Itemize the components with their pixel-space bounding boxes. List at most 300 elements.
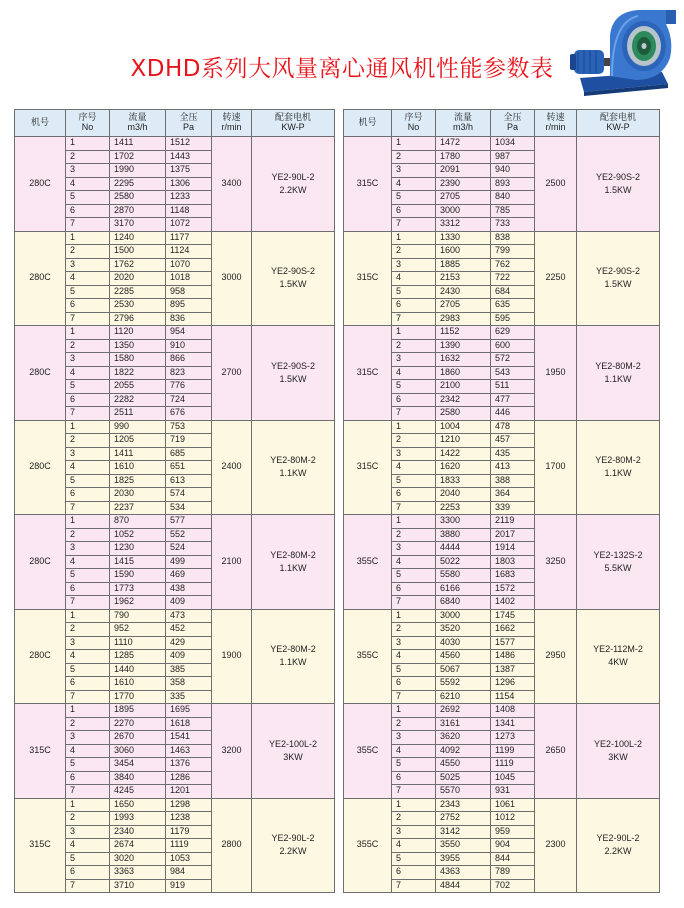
pressure-cell: 429: [166, 636, 212, 650]
row-no-cell: 6: [66, 582, 110, 596]
flow-cell: 1895: [110, 704, 166, 718]
row-no-cell: 6: [392, 299, 436, 313]
speed-cell: 3250: [535, 515, 577, 610]
row-no-cell: 7: [392, 501, 436, 515]
row-no-cell: 5: [66, 474, 110, 488]
row-no-cell: 2: [66, 812, 110, 826]
speed-cell: 2800: [212, 798, 252, 893]
table-row: [15, 420, 335, 434]
fan-group: [344, 231, 660, 326]
flow-cell: 1773: [110, 582, 166, 596]
row-no-cell: 6: [392, 582, 436, 596]
pressure-cell: 511: [491, 380, 535, 394]
model-cell: 280C: [15, 609, 66, 704]
pressure-cell: 954: [166, 326, 212, 340]
pressure-cell: 1298: [166, 798, 212, 812]
flow-cell: 4550: [436, 758, 491, 772]
pressure-cell: 1273: [491, 731, 535, 745]
motor-cell: [577, 420, 660, 515]
row-no-cell: 5: [392, 380, 436, 394]
motor-model: YE2-100L-2: [268, 738, 318, 749]
flow-cell: 5592: [436, 677, 491, 691]
header-motor: 配套电机 KW-P: [577, 110, 660, 137]
pressure-cell: 910: [166, 339, 212, 353]
table-row: [344, 798, 660, 812]
row-no-cell: 2: [66, 150, 110, 164]
motor-cell: [252, 326, 335, 421]
row-no-cell: 7: [66, 785, 110, 799]
row-no-cell: 6: [392, 677, 436, 691]
pressure-cell: 1572: [491, 582, 535, 596]
speed-cell: 1900: [212, 609, 252, 704]
flow-cell: 1440: [110, 663, 166, 677]
flow-cell: 1152: [436, 326, 491, 340]
page-title: XDHD系列大风量离心通风机性能参数表: [130, 56, 554, 82]
pressure-cell: 478: [491, 420, 535, 434]
motor-cell: [252, 798, 335, 893]
motor-model: YE2-90L-2: [271, 833, 315, 844]
pressure-cell: 823: [166, 366, 212, 380]
row-no-cell: 7: [392, 218, 436, 232]
fan-group: [344, 704, 660, 799]
model-cell: 280C: [15, 420, 66, 515]
flow-cell: 4444: [436, 542, 491, 556]
table-row: [344, 704, 660, 718]
flow-cell: 1205: [110, 434, 166, 448]
speed-cell: 3200: [212, 704, 252, 799]
motor-cell: [577, 704, 660, 799]
flow-cell: 3000: [436, 609, 491, 623]
flow-cell: 1600: [436, 245, 491, 259]
motor-cell: [577, 137, 660, 232]
motor-model: YE2-90L-2: [271, 171, 315, 182]
flow-cell: 2580: [110, 191, 166, 205]
flow-cell: 3161: [436, 717, 491, 731]
flow-cell: 2253: [436, 501, 491, 515]
speed-cell: 2950: [535, 609, 577, 704]
fan-group: [15, 515, 335, 610]
pressure-cell: 1914: [491, 542, 535, 556]
pressure-cell: 2119: [491, 515, 535, 529]
row-no-cell: 2: [392, 812, 436, 826]
flow-cell: 4030: [436, 636, 491, 650]
motor-model: YE2-90S-2: [595, 266, 641, 277]
pressure-cell: 1124: [166, 245, 212, 259]
speed-cell: 2700: [212, 326, 252, 421]
header-flow: 流量 m3/h: [110, 110, 166, 137]
row-no-cell: 7: [66, 690, 110, 704]
pressure-cell: 1119: [166, 839, 212, 853]
pressure-cell: 776: [166, 380, 212, 394]
row-no-cell: 3: [392, 258, 436, 272]
pressure-cell: 844: [491, 852, 535, 866]
flow-cell: 2282: [110, 393, 166, 407]
flow-cell: 790: [110, 609, 166, 623]
row-no-cell: 4: [66, 555, 110, 569]
pressure-cell: 1034: [491, 137, 535, 151]
row-no-cell: 1: [392, 231, 436, 245]
pressure-cell: 552: [166, 528, 212, 542]
pressure-cell: 358: [166, 677, 212, 691]
row-no-cell: 6: [66, 677, 110, 691]
pressure-cell: 2017: [491, 528, 535, 542]
flow-cell: 2674: [110, 839, 166, 853]
row-no-cell: 1: [392, 515, 436, 529]
pressure-cell: 893: [491, 177, 535, 191]
table-row: [15, 326, 335, 340]
row-no-cell: 4: [392, 272, 436, 286]
pressure-cell: 789: [491, 866, 535, 880]
flow-cell: 2343: [436, 798, 491, 812]
pressure-cell: 364: [491, 488, 535, 502]
motor-cell: [252, 515, 335, 610]
pressure-cell: 1018: [166, 272, 212, 286]
pressure-cell: 409: [166, 650, 212, 664]
row-no-cell: 1: [392, 137, 436, 151]
header-model: 机号: [344, 110, 392, 137]
pressure-cell: 987: [491, 150, 535, 164]
row-no-cell: 5: [392, 285, 436, 299]
flow-cell: 2100: [436, 380, 491, 394]
flow-cell: 870: [110, 515, 166, 529]
fan-group: [15, 420, 335, 515]
pressure-cell: 1463: [166, 744, 212, 758]
motor-model: YE2-90S-2: [270, 360, 316, 371]
pressure-cell: 1341: [491, 717, 535, 731]
flow-cell: 4560: [436, 650, 491, 664]
pressure-cell: 904: [491, 839, 535, 853]
flow-cell: 1285: [110, 650, 166, 664]
flow-cell: 2040: [436, 488, 491, 502]
motor-power: 4KW: [608, 657, 628, 668]
pressure-cell: 1402: [491, 596, 535, 610]
table-row: [344, 137, 660, 151]
flow-cell: 1472: [436, 137, 491, 151]
fan-group: [15, 231, 335, 326]
pressure-cell: 1201: [166, 785, 212, 799]
flow-cell: 3312: [436, 218, 491, 232]
model-cell: 355C: [344, 609, 392, 704]
pressure-cell: 388: [491, 474, 535, 488]
row-no-cell: 1: [66, 609, 110, 623]
speed-cell: 1950: [535, 326, 577, 421]
speed-cell: 1700: [535, 420, 577, 515]
flow-cell: 1770: [110, 690, 166, 704]
row-no-cell: 1: [66, 420, 110, 434]
flow-cell: 1120: [110, 326, 166, 340]
motor-cell: [577, 609, 660, 704]
row-no-cell: 2: [66, 434, 110, 448]
flow-cell: 2983: [436, 312, 491, 326]
pressure-cell: 785: [491, 204, 535, 218]
flow-cell: 3300: [436, 515, 491, 529]
flow-cell: 1702: [110, 150, 166, 164]
row-no-cell: 3: [66, 353, 110, 367]
pressure-cell: 1486: [491, 650, 535, 664]
row-no-cell: 2: [66, 717, 110, 731]
model-cell: 315C: [15, 704, 66, 799]
pressure-cell: 1803: [491, 555, 535, 569]
flow-cell: 1415: [110, 555, 166, 569]
fan-group: [15, 704, 335, 799]
fan-group: [344, 326, 660, 421]
flow-cell: 1833: [436, 474, 491, 488]
pressure-cell: 733: [491, 218, 535, 232]
motor-power: 1.1KW: [279, 657, 307, 668]
pressure-cell: 339: [491, 501, 535, 515]
flow-cell: 5025: [436, 771, 491, 785]
row-no-cell: 7: [66, 312, 110, 326]
flow-cell: 2020: [110, 272, 166, 286]
row-no-cell: 5: [66, 758, 110, 772]
flow-cell: 3170: [110, 218, 166, 232]
row-no-cell: 2: [392, 150, 436, 164]
pressure-cell: 1387: [491, 663, 535, 677]
row-no-cell: 5: [66, 285, 110, 299]
flow-cell: 2285: [110, 285, 166, 299]
table-row: [15, 704, 335, 718]
row-no-cell: 6: [66, 771, 110, 785]
row-no-cell: 2: [392, 339, 436, 353]
pressure-cell: 413: [491, 461, 535, 475]
row-no-cell: 4: [66, 461, 110, 475]
row-no-cell: 3: [392, 353, 436, 367]
header-pressure: 全压 Pa: [491, 110, 535, 137]
pressure-cell: 958: [166, 285, 212, 299]
flow-cell: 6166: [436, 582, 491, 596]
pressure-cell: 940: [491, 164, 535, 178]
row-no-cell: 3: [392, 542, 436, 556]
pressure-cell: 635: [491, 299, 535, 313]
row-no-cell: 5: [392, 191, 436, 205]
table-row: [344, 420, 660, 434]
row-no-cell: 7: [66, 407, 110, 421]
flow-cell: 2237: [110, 501, 166, 515]
pressure-cell: 452: [166, 623, 212, 637]
row-no-cell: 3: [66, 636, 110, 650]
pressure-cell: 1233: [166, 191, 212, 205]
row-no-cell: 3: [392, 164, 436, 178]
header-no: 序号 No: [66, 110, 110, 137]
table-row: [344, 609, 660, 623]
motor-cell: [252, 231, 335, 326]
flow-cell: 3142: [436, 825, 491, 839]
pressure-cell: 1541: [166, 731, 212, 745]
motor-cell: [577, 515, 660, 610]
table-row: [15, 798, 335, 812]
pressure-cell: 1577: [491, 636, 535, 650]
row-no-cell: 5: [66, 852, 110, 866]
row-no-cell: 4: [392, 461, 436, 475]
pressure-cell: 1199: [491, 744, 535, 758]
flow-cell: 2342: [436, 393, 491, 407]
fan-group: [344, 137, 660, 232]
flow-cell: 1650: [110, 798, 166, 812]
row-no-cell: 6: [66, 299, 110, 313]
pressure-cell: 931: [491, 785, 535, 799]
pressure-cell: 1443: [166, 150, 212, 164]
pressure-cell: 684: [491, 285, 535, 299]
row-no-cell: 4: [66, 650, 110, 664]
pressure-cell: 1306: [166, 177, 212, 191]
row-no-cell: 2: [392, 434, 436, 448]
flow-cell: 2705: [436, 299, 491, 313]
pressure-cell: 1045: [491, 771, 535, 785]
pressure-cell: 753: [166, 420, 212, 434]
pressure-cell: 595: [491, 312, 535, 326]
row-no-cell: 3: [66, 258, 110, 272]
row-no-cell: 3: [392, 731, 436, 745]
motor-cell: [577, 231, 660, 326]
model-cell: 315C: [15, 798, 66, 893]
row-no-cell: 7: [392, 407, 436, 421]
row-no-cell: 6: [392, 204, 436, 218]
row-no-cell: 5: [392, 758, 436, 772]
speed-cell: 2300: [535, 798, 577, 893]
row-no-cell: 7: [392, 879, 436, 893]
flow-cell: 1411: [110, 137, 166, 151]
pressure-cell: 385: [166, 663, 212, 677]
flow-cell: 2340: [110, 825, 166, 839]
row-no-cell: 7: [66, 218, 110, 232]
pressure-cell: 799: [491, 245, 535, 259]
row-no-cell: 1: [392, 326, 436, 340]
table-row: [15, 231, 335, 245]
row-no-cell: 6: [392, 771, 436, 785]
row-no-cell: 7: [66, 879, 110, 893]
row-no-cell: 1: [66, 231, 110, 245]
fan-group: [15, 137, 335, 232]
flow-cell: 2055: [110, 380, 166, 394]
row-no-cell: 5: [66, 191, 110, 205]
flow-cell: 6840: [436, 596, 491, 610]
pressure-cell: 1238: [166, 812, 212, 826]
pressure-cell: 840: [491, 191, 535, 205]
pressure-cell: 1053: [166, 852, 212, 866]
motor-model: YE2-80M-2: [595, 455, 641, 466]
pressure-cell: 1745: [491, 609, 535, 623]
pressure-cell: 1070: [166, 258, 212, 272]
pressure-cell: 335: [166, 690, 212, 704]
flow-cell: 1350: [110, 339, 166, 353]
pressure-cell: 457: [491, 434, 535, 448]
row-no-cell: 1: [66, 704, 110, 718]
motor-power: 1.1KW: [604, 468, 632, 479]
flow-cell: 1004: [436, 420, 491, 434]
speed-cell: 3400: [212, 137, 252, 232]
row-no-cell: 7: [66, 501, 110, 515]
flow-cell: 1580: [110, 353, 166, 367]
flow-cell: 1210: [436, 434, 491, 448]
flow-cell: 6210: [436, 690, 491, 704]
row-no-cell: 5: [392, 474, 436, 488]
pressure-cell: 435: [491, 447, 535, 461]
row-no-cell: 7: [392, 785, 436, 799]
flow-cell: 3550: [436, 839, 491, 853]
fan-group: [344, 798, 660, 893]
flow-cell: 4363: [436, 866, 491, 880]
flow-cell: 1390: [436, 339, 491, 353]
row-no-cell: 1: [66, 137, 110, 151]
motor-power: 1.1KW: [279, 562, 307, 573]
pressure-cell: 534: [166, 501, 212, 515]
motor-cell: [252, 609, 335, 704]
motor-model: YE2-90S-2: [595, 171, 641, 182]
pressure-cell: 762: [491, 258, 535, 272]
row-no-cell: 4: [66, 366, 110, 380]
flow-cell: 2530: [110, 299, 166, 313]
row-no-cell: 4: [392, 177, 436, 191]
pressure-cell: 469: [166, 569, 212, 583]
row-no-cell: 3: [66, 542, 110, 556]
motor-cell: [252, 420, 335, 515]
pressure-cell: 838: [491, 231, 535, 245]
flow-cell: 3020: [110, 852, 166, 866]
model-cell: 315C: [344, 420, 392, 515]
table-row: [344, 515, 660, 529]
flow-cell: 2030: [110, 488, 166, 502]
flow-cell: 1422: [436, 447, 491, 461]
row-no-cell: 5: [392, 569, 436, 583]
row-no-cell: 7: [392, 312, 436, 326]
pressure-cell: 574: [166, 488, 212, 502]
fan-group: [344, 609, 660, 704]
model-cell: 280C: [15, 231, 66, 326]
motor-power: 1.5KW: [279, 279, 307, 290]
flow-cell: 3955: [436, 852, 491, 866]
flow-cell: 3710: [110, 879, 166, 893]
pressure-cell: 722: [491, 272, 535, 286]
flow-cell: 1825: [110, 474, 166, 488]
pressure-cell: 1376: [166, 758, 212, 772]
speed-cell: 2400: [212, 420, 252, 515]
motor-cell: [252, 137, 335, 232]
pressure-cell: 543: [491, 366, 535, 380]
model-cell: 315C: [344, 231, 392, 326]
flow-cell: 1240: [110, 231, 166, 245]
flow-cell: 1610: [110, 677, 166, 691]
row-no-cell: 1: [392, 420, 436, 434]
flow-cell: 1110: [110, 636, 166, 650]
row-no-cell: 4: [66, 744, 110, 758]
pressure-cell: 702: [491, 879, 535, 893]
motor-model: YE2-100L-2: [593, 738, 643, 749]
row-no-cell: 4: [66, 839, 110, 853]
row-no-cell: 4: [392, 839, 436, 853]
pressure-cell: 524: [166, 542, 212, 556]
flow-cell: 3060: [110, 744, 166, 758]
flow-cell: 1860: [436, 366, 491, 380]
performance-table-left: [14, 109, 335, 893]
flow-cell: 2091: [436, 164, 491, 178]
flow-cell: 4844: [436, 879, 491, 893]
flow-cell: 2796: [110, 312, 166, 326]
row-no-cell: 6: [392, 488, 436, 502]
pressure-cell: 446: [491, 407, 535, 421]
flow-cell: 4092: [436, 744, 491, 758]
motor-model: YE2-132S-2: [593, 549, 643, 560]
pressure-cell: 473: [166, 609, 212, 623]
flow-cell: 1962: [110, 596, 166, 610]
motor-model: YE2-90S-2: [270, 266, 316, 277]
flow-cell: 952: [110, 623, 166, 637]
table-row: [344, 326, 660, 340]
flow-cell: 3620: [436, 731, 491, 745]
table-row: [15, 515, 335, 529]
row-no-cell: 2: [392, 623, 436, 637]
flow-cell: 1993: [110, 812, 166, 826]
header-motor: 配套电机 KW-P: [252, 110, 335, 137]
